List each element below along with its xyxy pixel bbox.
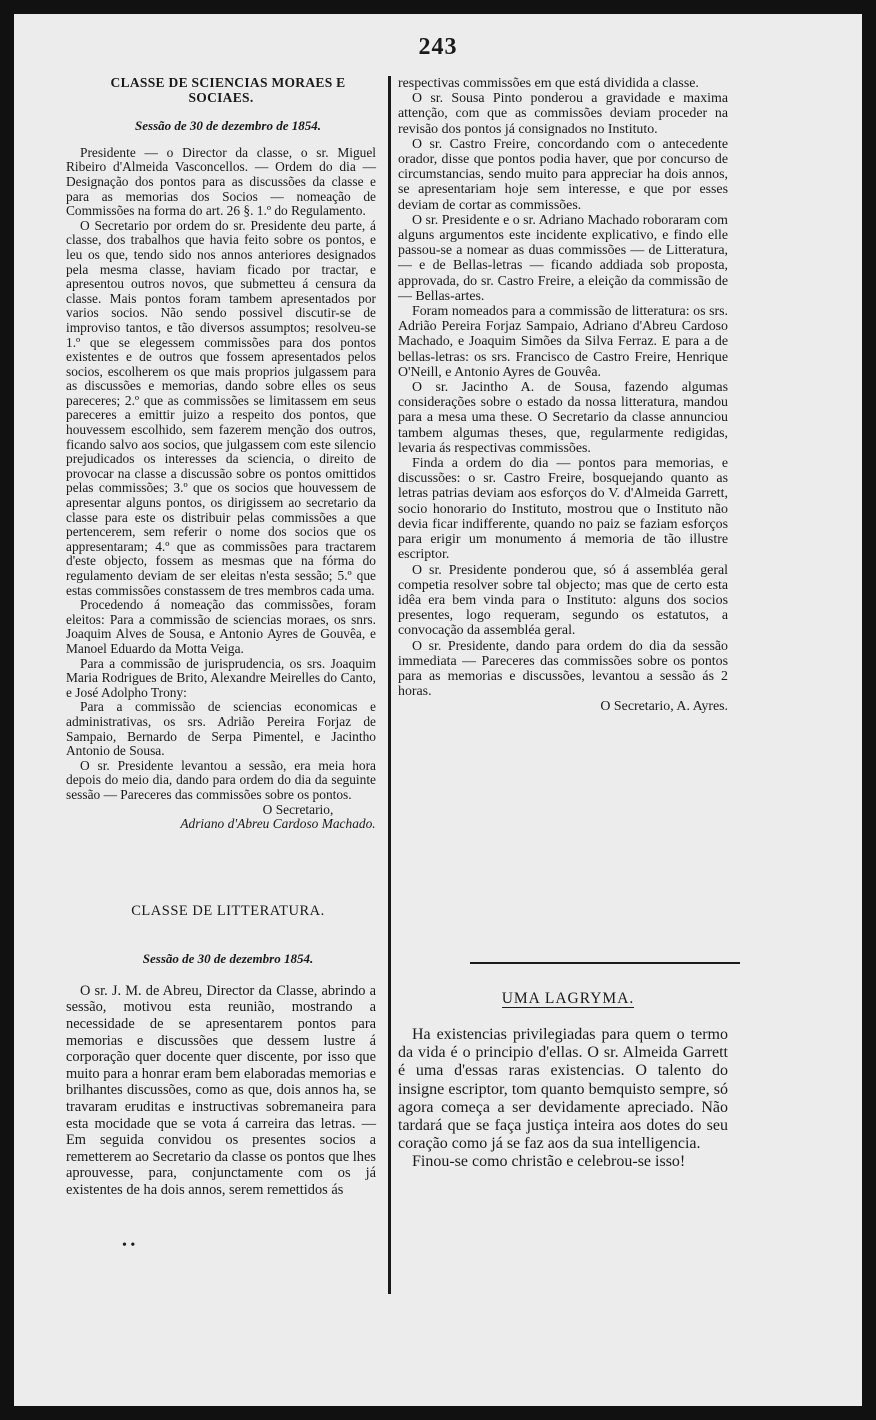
section-divider — [470, 962, 740, 964]
paragraph: O sr. Presidente ponderou que, só á assembléa geral competia resolver sobre tal objecto; mas que de certo esta idêa era bem vinda para o Instituto: alguns dos socios presentes, logo requeram, segundo os estatutos, a convocação da assembléa geral. — [398, 562, 728, 639]
paragraph: Foram nomeados para a commissão de litteratura: os srs. Adrião Pereira Forjaz Sampaio, Adriano d'Abreu Cardoso Machado, e Joaquim Simões da Silva Ferraz. E para a de bellas-letras: os srs. Francisco de Castro Freire, Henrique O'Neill, e Antonio Ayres de Gouvêa. — [398, 304, 728, 380]
paragraph: O sr. Castro Freire, concordando com o antecedente orador, disse que pontos podia haver, que por concurso de circumstancias, sendo muito para appreciar ha dois annos, se apresentariam hoje sem interesse, e que por esses deviam de cortar as commissões. — [398, 136, 728, 213]
paragraph: O sr. Sousa Pinto ponderou a gravidade e maxima attenção, com que as commissões deviam proceder na revisão dos pontos já consignados no Instituto. — [398, 91, 728, 137]
footer-marks: • • — [122, 1238, 136, 1253]
left-column — [66, 76, 376, 1199]
paragraph: O Secretario por ordem do sr. Presidente deu parte, á classe, dos trabalhos que havia feito sobre os pontos, e leu os que, tendo sido nos annos anteriores designados pela mesma classe, haviam ficado por tractar, e apresentou outros novos, que submetteu á censura da classe. Mais pontos foram tambem apresentados por varios socios. Não sendo possivel discutir-se de improviso tantos, e tão diversos assumptos; resolveu-se 1.º que se elegessem commissões para dos pontos existentes e de outros que fossem apresentados pelos socios, escolherem os que mais proprios julgassem para as discussões e memorias, dando sobre elles os seus pareceres; 2.º que as commissões se limitassem em seus pareceres a emittir juizo a respeito dos pontos, que houvessem escolhido, sem fazerem menção dos outros, ficando salvo aos socios, que julgassem com este silencio prejudicados os interesses da sciencia, o direito de provocar na classe a discussão sobre os pontos omittidos pelas commissões; 3.º que os socios que houvessem de apresentar alguns pontos, os dirigissem ao secretario da classe para este os distribuir pelas commissões a que pertencerem, sem referir o nome dos socios que os appresentaram; 4.º que as commissões para tractarem d'este objecto, fossem as mesmas que na fórma do regulamento deviam de ser eleitas n'esta sessão; 5.º que estas commissões constassem de tres membros cada uma. — [66, 217, 376, 598]
right-column — [398, 76, 728, 715]
paragraph: O sr. Jacintho A. de Sousa, fazendo algumas considerações sobre o estado da nossa litteratura, mandou para a mesa uma these. O Secretario da classe annunciou tambem algumas theses, que, regularmente redigidas, levaria ás respectivas commissões. — [398, 380, 728, 456]
paragraph: Para a commissão de sciencias economicas e administrativas, os srs. Adrião Pereira Forjaz de Sampaio, Bernardo de Serpa Pimentel, e Jacintho Antonio de Sousa. — [66, 699, 376, 759]
session-date-moraes: Sessão de 30 de dezembro de 1854. — [135, 118, 321, 134]
paragraph: Finou-se como christão e celebrou-se isso! — [412, 1153, 686, 1171]
paragraph: Procedendo á nomeação das commissões, foram eleitos: Para a commissão de sciencias moraes, os snrs. Joaquim Alves de Sousa, e Antonio Ayres de Gouvêa, e Manoel Eduardo da Motta Veiga. — [66, 597, 376, 656]
column-divider — [388, 76, 391, 1294]
lagryma-text — [398, 1026, 728, 1172]
lagryma-heading — [398, 990, 738, 1008]
paragraph: respectivas commissões em que está dividida a classe. — [398, 76, 699, 91]
signature-title: O Secretario, — [262, 801, 334, 817]
paragraph: O sr. Presidente e o sr. Adriano Machado roboraram com alguns argumentos este incidente explicativo, e findo elle passou-se a nomear as duas commissões — de Litteratura, — e de Bellas-letras — ficando addiada sob proposta, approvada, do sr. Castro Freire, a eleição da commissão de — Bellas-artes. — [398, 212, 728, 304]
newspaper-page — [14, 14, 862, 1406]
paragraph: Presidente — o Director da classe, o sr. Miguel Ribeiro d'Almeida Vasconcellos. — Ordem do dia — Designação dos pontos para as discussões da classe e para as memorias dos Socios — nomeação de Commissões na forma do art. 26 §. 1.º do Regulamento. — [66, 144, 376, 219]
paragraph: O sr. Presidente, dando para ordem do dia da sessão immediata — Pareceres das commissões sobre os pontos para as memorias e discussões, levantou a sessão ás 2 horas. — [398, 638, 728, 700]
paragraph: O sr. Presidente levantou a sessão, era meia hora depois do meio dia, dando para ordem do dia da seguinte sessão — Pareceres das commissões sobre os pontos. — [66, 757, 376, 802]
signature-ayres: O Secretario, A. Ayres. — [600, 699, 728, 715]
paragraph: Ha existencias privilegiadas para quem o termo da vida é o principio d'ellas. O sr. Almeida Garrett é uma d'essas raras existencias. O talento do insigne escriptor, tom quanto bemquisto sempre, só agora começa a ser devidamente apreciado. Não tardará que se faça justiça inteira aos dotes do seu coração como já se faz aos da sua intelligencia. — [398, 1026, 728, 1153]
section-heading-litteratura: CLASSE DE LITTERATURA. — [131, 902, 325, 919]
signature-name: Adriano d'Abreu Cardoso Machado. — [180, 816, 376, 832]
lagryma-heading-text: UMA LAGRYMA. — [501, 990, 635, 1007]
paragraph: O sr. J. M. de Abreu, Director da Classe, abrindo a sessão, motivou esta reunião, mostrando a necessidade de se apresentarem pontos para memorias e discussões que dessem lustre á corporação quer docente quer discente, por isso que muito para a honrar eram bem elaboradas memorias e brilhantes discussões, como as que, dois annos ha, se travaram eruditas e instructivas sobremaneira para esta mocidade que se vota á carreira das letras. — Em seguida convidou os presentes socios a remetterem ao Secretario da classe os pontos que lhes aprouvesse, para, conjunctamente com os já existentes de ha dois annos, serem remettidos ás — [66, 982, 376, 1198]
section-heading-moraes: CLASSE DE SCIENCIAS MORAES E SOCIAES. — [110, 75, 346, 105]
page-number: 243 — [418, 34, 458, 60]
session-date-litteratura: Sessão de 30 de dezembro 1854. — [142, 951, 314, 967]
paragraph: Finda a ordem do dia — pontos para memorias, e discussões: o sr. Castro Freire, bosquejando quanto as letras patrias deviam aos esforços do V. d'Almeida Garrett, socio honorario do Instituto, mostrou que o Instituto não devia ficar indifferente, quando no paiz se faziam esforços para erigir um monumento á memoria de tão illustre escriptor. — [398, 456, 728, 563]
paragraph: Para a commissão de jurisprudencia, os srs. Joaquim Maria Rodrigues de Brito, Alexandre Meirelles do Canto, e José Adolpho Trony: — [66, 655, 376, 700]
